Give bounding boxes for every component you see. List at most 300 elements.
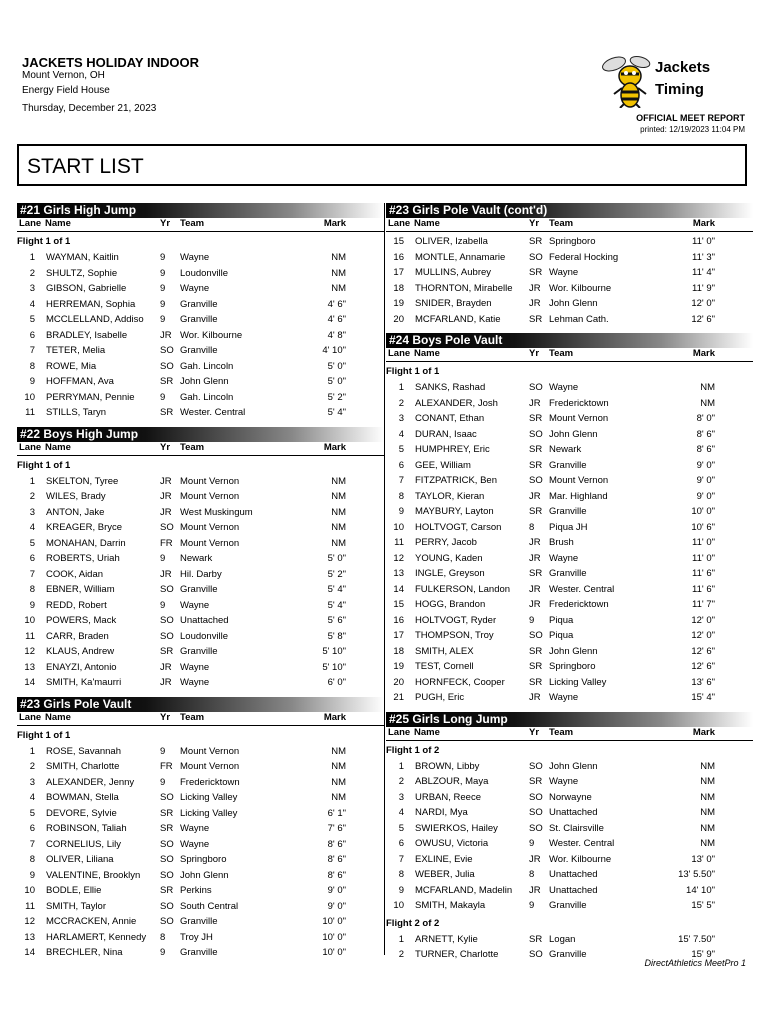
year: 9	[160, 298, 166, 310]
mark: 13' 0"	[691, 853, 715, 865]
year: FR	[160, 761, 173, 772]
team: Mount Vernon	[180, 491, 240, 502]
athlete-name: POWERS, Mack	[46, 615, 117, 626]
athlete-name: CARR, Braden	[46, 630, 109, 642]
table-row	[17, 790, 384, 806]
year: SO	[160, 630, 174, 642]
lane: 1	[398, 760, 404, 772]
mark: 11' 6"	[692, 568, 715, 579]
team: Mount Vernon	[180, 522, 240, 533]
year: 9	[529, 838, 535, 849]
header-team: Team	[180, 218, 205, 229]
athlete-name: SHULTZ, Sophie	[46, 267, 118, 279]
mark: NM	[331, 252, 346, 263]
header-yr: Yr	[529, 348, 540, 359]
lane: 14	[24, 677, 35, 688]
lane: 6	[29, 553, 35, 564]
athlete-name: MAYBURY, Layton	[415, 506, 494, 517]
mark: NM	[331, 792, 346, 803]
mark: 11' 3"	[692, 251, 715, 263]
year: 8	[160, 931, 166, 943]
year: SR	[529, 933, 543, 945]
year: SO	[529, 822, 543, 834]
mark: NM	[331, 491, 346, 502]
year: 9	[529, 900, 535, 911]
lane: 7	[29, 838, 35, 850]
lane: 4	[398, 428, 404, 440]
year: JR	[160, 506, 172, 518]
table-row	[386, 790, 753, 806]
year: SR	[529, 676, 543, 688]
year: SO	[529, 251, 543, 263]
team: John Glenn	[549, 760, 598, 772]
table-row	[17, 945, 384, 961]
team: Loudonville	[180, 630, 229, 642]
table-row	[17, 660, 384, 676]
mark: 9' 0"	[327, 885, 346, 896]
team: Norwayne	[549, 791, 592, 803]
lane: 20	[393, 676, 404, 688]
year: SR	[529, 568, 543, 579]
mark: 14' 10"	[686, 884, 715, 896]
team: Newark	[549, 444, 582, 455]
mark: NM	[331, 776, 346, 788]
athlete-name: SMITH, Ka'maurri	[46, 677, 122, 688]
athlete-name: FULKERSON, Landon	[415, 583, 511, 595]
athlete-name: VALENTINE, Brooklyn	[46, 869, 141, 881]
athlete-name: GEE, William	[415, 459, 471, 471]
mark: 11' 4"	[692, 267, 715, 278]
header-name: Name	[45, 711, 71, 723]
mark: NM	[331, 506, 346, 518]
athlete-name: ABLZOUR, Maya	[415, 776, 489, 787]
team: Piqua	[549, 630, 574, 641]
team: Piqua JH	[549, 521, 588, 533]
event-section	[17, 203, 384, 421]
year: SO	[529, 382, 543, 393]
header-name: Name	[414, 726, 440, 738]
mark: 12' 6"	[691, 661, 715, 672]
year: 9	[160, 252, 166, 263]
lane: 1	[398, 382, 404, 393]
mark: 10' 0"	[322, 947, 346, 958]
mark: 11' 6"	[692, 583, 715, 595]
flight-label: Flight 1 of 1	[17, 236, 71, 247]
year: JR	[529, 884, 541, 896]
year: SR	[160, 376, 174, 387]
year: SO	[160, 584, 174, 595]
team: Wester. Central	[180, 407, 246, 418]
mark: 5' 8"	[327, 630, 346, 642]
table-row	[386, 504, 753, 520]
athlete-name: THORNTON, Mirabelle	[415, 282, 513, 294]
mark: 15' 5"	[691, 900, 715, 911]
header-yr: Yr	[529, 726, 540, 738]
year: SO	[160, 615, 174, 626]
table-row	[386, 613, 753, 629]
team: Granville	[180, 584, 218, 595]
lane: 13	[393, 568, 404, 579]
athlete-name: SANKS, Rashad	[415, 382, 486, 393]
table-row	[17, 297, 384, 313]
mark: 8' 6"	[327, 854, 346, 865]
mark: 8' 6"	[327, 838, 346, 850]
logo-text-timing: Timing	[655, 81, 704, 98]
table-row	[386, 597, 753, 613]
lane: 10	[24, 391, 35, 403]
athlete-name: BRADLEY, Isabelle	[46, 329, 128, 341]
team: Mount Vernon	[549, 413, 609, 424]
team: Wor. Kilbourne	[180, 329, 243, 341]
mark: 5' 2"	[327, 568, 346, 580]
mark: 4' 6"	[327, 314, 346, 325]
year: 8	[529, 869, 535, 880]
athlete-name: OLIVER, Izabella	[415, 236, 488, 247]
athlete-name: ALEXANDER, Josh	[415, 397, 498, 409]
year: SR	[529, 506, 543, 517]
team: Gah. Lincoln	[180, 360, 234, 372]
team: St. Clairsville	[549, 822, 604, 834]
mark: 9' 0"	[696, 475, 715, 486]
athlete-name: MCFARLAND, Katie	[415, 313, 501, 325]
table-row	[17, 744, 384, 760]
mark: 4' 8"	[327, 329, 346, 341]
header-yr: Yr	[160, 711, 171, 723]
mark: 4' 6"	[327, 298, 346, 310]
year: SR	[529, 413, 543, 424]
mark: 12' 6"	[691, 645, 715, 657]
year: SO	[160, 838, 174, 850]
athlete-name: REDD, Robert	[46, 599, 107, 611]
mark: NM	[700, 791, 715, 803]
table-row	[17, 837, 384, 853]
table-row	[17, 312, 384, 328]
team: Wayne	[180, 677, 210, 688]
athlete-name: WILES, Brady	[46, 491, 106, 502]
team: Mount Vernon	[180, 475, 240, 487]
mark: 5' 10"	[322, 661, 346, 673]
team: Granville	[549, 506, 587, 517]
year: SO	[160, 900, 174, 912]
table-row	[386, 805, 753, 821]
team: Granville	[180, 345, 218, 356]
team: Wayne	[180, 838, 210, 850]
header-mark: Mark	[692, 218, 715, 229]
column-headers	[17, 712, 384, 726]
team: Granville	[549, 900, 587, 911]
header-mark: Mark	[323, 711, 346, 723]
column-headers	[17, 218, 384, 232]
lane: 11	[25, 900, 35, 912]
year: JR	[529, 490, 541, 502]
year: SO	[160, 345, 174, 356]
header-name: Name	[45, 441, 71, 453]
athlete-name: MCCLELLAND, Addiso	[46, 314, 144, 325]
athlete-name: EBNER, William	[46, 584, 115, 595]
mark: 5' 4"	[327, 407, 346, 418]
mark: NM	[700, 760, 715, 772]
year: SO	[529, 475, 543, 486]
table-row	[17, 250, 384, 266]
athlete-name: GIBSON, Gabrielle	[46, 283, 127, 294]
header-lane: Lane	[19, 711, 42, 723]
year: SR	[529, 313, 543, 325]
year: 9	[160, 553, 166, 564]
athlete-name: HARLAMERT, Kennedy	[46, 931, 147, 943]
athlete-name: KREAGER, Bryce	[46, 522, 123, 533]
team: Unattached	[549, 884, 598, 896]
footer-credit: DirectAthletics MeetPro 1	[644, 958, 746, 968]
team: John Glenn	[549, 298, 598, 309]
table-row	[17, 914, 384, 930]
mark: 13' 6"	[691, 676, 715, 688]
lane: 7	[29, 345, 35, 356]
year: 9	[160, 391, 166, 403]
mark: NM	[700, 776, 715, 787]
team: Springboro	[549, 236, 596, 247]
table-row	[17, 390, 384, 406]
athlete-name: TAYLOR, Kieran	[415, 490, 485, 502]
athlete-name: BRECHLER, Nina	[46, 947, 123, 958]
table-row	[17, 868, 384, 884]
athlete-name: ROBINSON, Taliah	[46, 823, 127, 834]
mark: 15' 7.50"	[678, 933, 715, 945]
event-header: #23 Girls Pole Vault	[17, 697, 384, 712]
lane: 7	[398, 853, 404, 865]
mark: 10' 0"	[322, 916, 346, 927]
year: JR	[529, 397, 541, 409]
mark: 8' 6"	[696, 444, 715, 455]
event-section	[17, 427, 384, 691]
team: Newark	[180, 553, 213, 564]
mark: 10' 6"	[691, 521, 715, 533]
event-section	[17, 697, 384, 961]
year: 9	[160, 283, 166, 294]
athlete-name: ROBERTS, Uriah	[46, 553, 120, 564]
team: Mount Vernon	[180, 761, 240, 772]
team: Wor. Kilbourne	[549, 282, 612, 294]
mark: 5' 0"	[327, 553, 346, 564]
table-row	[386, 411, 753, 427]
mark: 12' 6"	[691, 313, 715, 325]
table-row	[17, 806, 384, 822]
table-row	[386, 774, 753, 790]
table-row	[386, 821, 753, 837]
lane: 4	[398, 807, 404, 818]
lane: 7	[398, 475, 404, 486]
athlete-name: COOK, Aidan	[46, 568, 104, 580]
athlete-name: TEST, Cornell	[415, 661, 474, 672]
header-team: Team	[549, 726, 574, 738]
athlete-name: TURNER, Charlotte	[415, 949, 499, 960]
athlete-name: INGLE, Greyson	[415, 568, 485, 579]
header-name: Name	[414, 348, 440, 359]
meet-venue: Energy Field House	[22, 85, 110, 96]
lane: 12	[24, 916, 35, 927]
event-header: #22 Boys High Jump	[17, 427, 384, 442]
athlete-name: SMITH, Makayla	[415, 900, 486, 911]
team: John Glenn	[549, 428, 598, 440]
lane: 1	[29, 475, 35, 487]
team: Unattached	[549, 869, 598, 880]
lane: 5	[29, 314, 35, 325]
lane: 2	[29, 267, 35, 279]
mark: 5' 4"	[327, 584, 346, 595]
table-row	[386, 473, 753, 489]
athlete-name: HUMPHREY, Eric	[415, 444, 490, 455]
athlete-name: PERRYMAN, Pennie	[46, 391, 135, 403]
team: Wayne	[549, 267, 579, 278]
lane: 17	[393, 267, 404, 278]
athlete-name: MCCRACKEN, Annie	[46, 916, 137, 927]
team: Wayne	[180, 661, 210, 673]
report-title: OFFICIAL MEET REPORT	[636, 113, 745, 123]
event-header: #23 Girls Pole Vault (cont'd)	[386, 203, 753, 218]
team: Wester. Central	[549, 583, 615, 595]
table-row	[386, 759, 753, 775]
athlete-name: DEVORE, Sylvie	[46, 807, 117, 819]
header-yr: Yr	[160, 441, 171, 453]
year: SO	[160, 869, 174, 881]
lane: 3	[29, 283, 35, 294]
team: Licking Valley	[180, 792, 238, 803]
team: Wayne	[180, 283, 210, 294]
team: Wayne	[549, 776, 579, 787]
mark: NM	[331, 761, 346, 772]
athlete-name: NARDI, Mya	[415, 807, 468, 818]
team: Mount Vernon	[180, 537, 240, 549]
athlete-name: KLAUS, Andrew	[46, 646, 115, 657]
table-row	[17, 520, 384, 536]
year: SO	[529, 428, 543, 440]
team: Springboro	[180, 854, 227, 865]
team: Granville	[180, 646, 218, 657]
header-lane: Lane	[19, 218, 42, 229]
year: SR	[160, 646, 174, 657]
mark: NM	[331, 537, 346, 549]
table-row	[386, 535, 753, 551]
lane: 8	[29, 584, 35, 595]
mark: 9' 0"	[327, 900, 346, 912]
team: Granville	[549, 949, 587, 960]
lane: 6	[29, 329, 35, 341]
lane: 9	[398, 884, 404, 896]
table-row	[17, 775, 384, 791]
right-column	[386, 203, 753, 963]
athlete-name: ROSE, Savannah	[46, 745, 121, 757]
lane: 10	[24, 615, 35, 626]
team: Wayne	[549, 692, 579, 703]
athlete-name: CORNELIUS, Lily	[46, 838, 121, 850]
printed-timestamp: printed: 12/19/2023 11:04 PM	[640, 125, 745, 134]
lane: 9	[29, 869, 35, 881]
column-headers	[386, 218, 753, 232]
mark: 13' 5.50"	[678, 869, 715, 880]
athlete-name: SMITH, Charlotte	[46, 761, 120, 772]
table-row	[17, 582, 384, 598]
athlete-name: TETER, Melia	[46, 345, 106, 356]
team: Wayne	[549, 552, 579, 564]
table-row	[17, 930, 384, 946]
lane: 9	[398, 506, 404, 517]
mark: 8' 6"	[327, 869, 346, 881]
athlete-name: BODLE, Ellie	[46, 885, 102, 896]
table-row	[386, 628, 753, 644]
table-row	[17, 759, 384, 775]
lane: 5	[398, 822, 404, 834]
lane: 7	[29, 568, 35, 580]
table-row	[386, 265, 753, 281]
athlete-name: SNIDER, Brayden	[415, 298, 492, 309]
event-section	[386, 712, 753, 963]
team: Perkins	[180, 885, 212, 896]
lane: 1	[29, 252, 35, 263]
year: SR	[529, 645, 543, 657]
team: Loudonville	[180, 267, 229, 279]
header-mark: Mark	[692, 348, 715, 359]
lane: 5	[29, 537, 35, 549]
table-row	[17, 899, 384, 915]
lane: 16	[393, 251, 404, 263]
year: SO	[160, 792, 174, 803]
team: West Muskingum	[180, 506, 253, 518]
athlete-name: PUGH, Eric	[415, 692, 465, 703]
lane: 10	[393, 900, 404, 911]
team: Granville	[549, 459, 587, 471]
year: JR	[529, 537, 541, 548]
mark: 8' 0"	[696, 413, 715, 424]
left-column	[17, 203, 384, 961]
athlete-name: DURAN, Isaac	[415, 428, 477, 440]
mark: NM	[331, 475, 346, 487]
lane: 5	[29, 807, 35, 819]
team: Granville	[180, 947, 218, 958]
mark: 12' 0"	[691, 614, 715, 626]
team: Logan	[549, 933, 576, 945]
table-row	[386, 932, 753, 948]
team: John Glenn	[549, 645, 598, 657]
lane: 11	[25, 630, 35, 642]
mark: NM	[700, 382, 715, 393]
table-row	[386, 659, 753, 675]
event-header: #25 Girls Long Jump	[386, 712, 753, 727]
mark: 5' 6"	[327, 615, 346, 626]
mark: NM	[331, 522, 346, 533]
lane: 14	[393, 583, 404, 595]
flight-label: Flight 1 of 1	[17, 729, 71, 741]
mark: 12' 0"	[691, 298, 715, 309]
mark: NM	[700, 838, 715, 849]
athlete-name: ENAYZI, Antonio	[46, 661, 117, 673]
lane: 8	[398, 869, 404, 880]
table-row	[386, 396, 753, 412]
year: JR	[160, 677, 172, 688]
year: JR	[160, 568, 172, 580]
lane: 16	[393, 614, 404, 626]
lane: 2	[29, 761, 35, 772]
athlete-name: OWUSU, Victoria	[415, 838, 489, 849]
team: Wor. Kilbourne	[549, 853, 612, 865]
year: SO	[160, 854, 174, 865]
table-row	[386, 234, 753, 250]
mark: 10' 0"	[691, 506, 715, 517]
year: JR	[529, 599, 541, 610]
team: John Glenn	[180, 376, 229, 387]
table-row	[386, 281, 753, 297]
event-header: #24 Boys Pole Vault	[386, 333, 753, 348]
table-row	[386, 458, 753, 474]
event-section	[386, 333, 753, 706]
